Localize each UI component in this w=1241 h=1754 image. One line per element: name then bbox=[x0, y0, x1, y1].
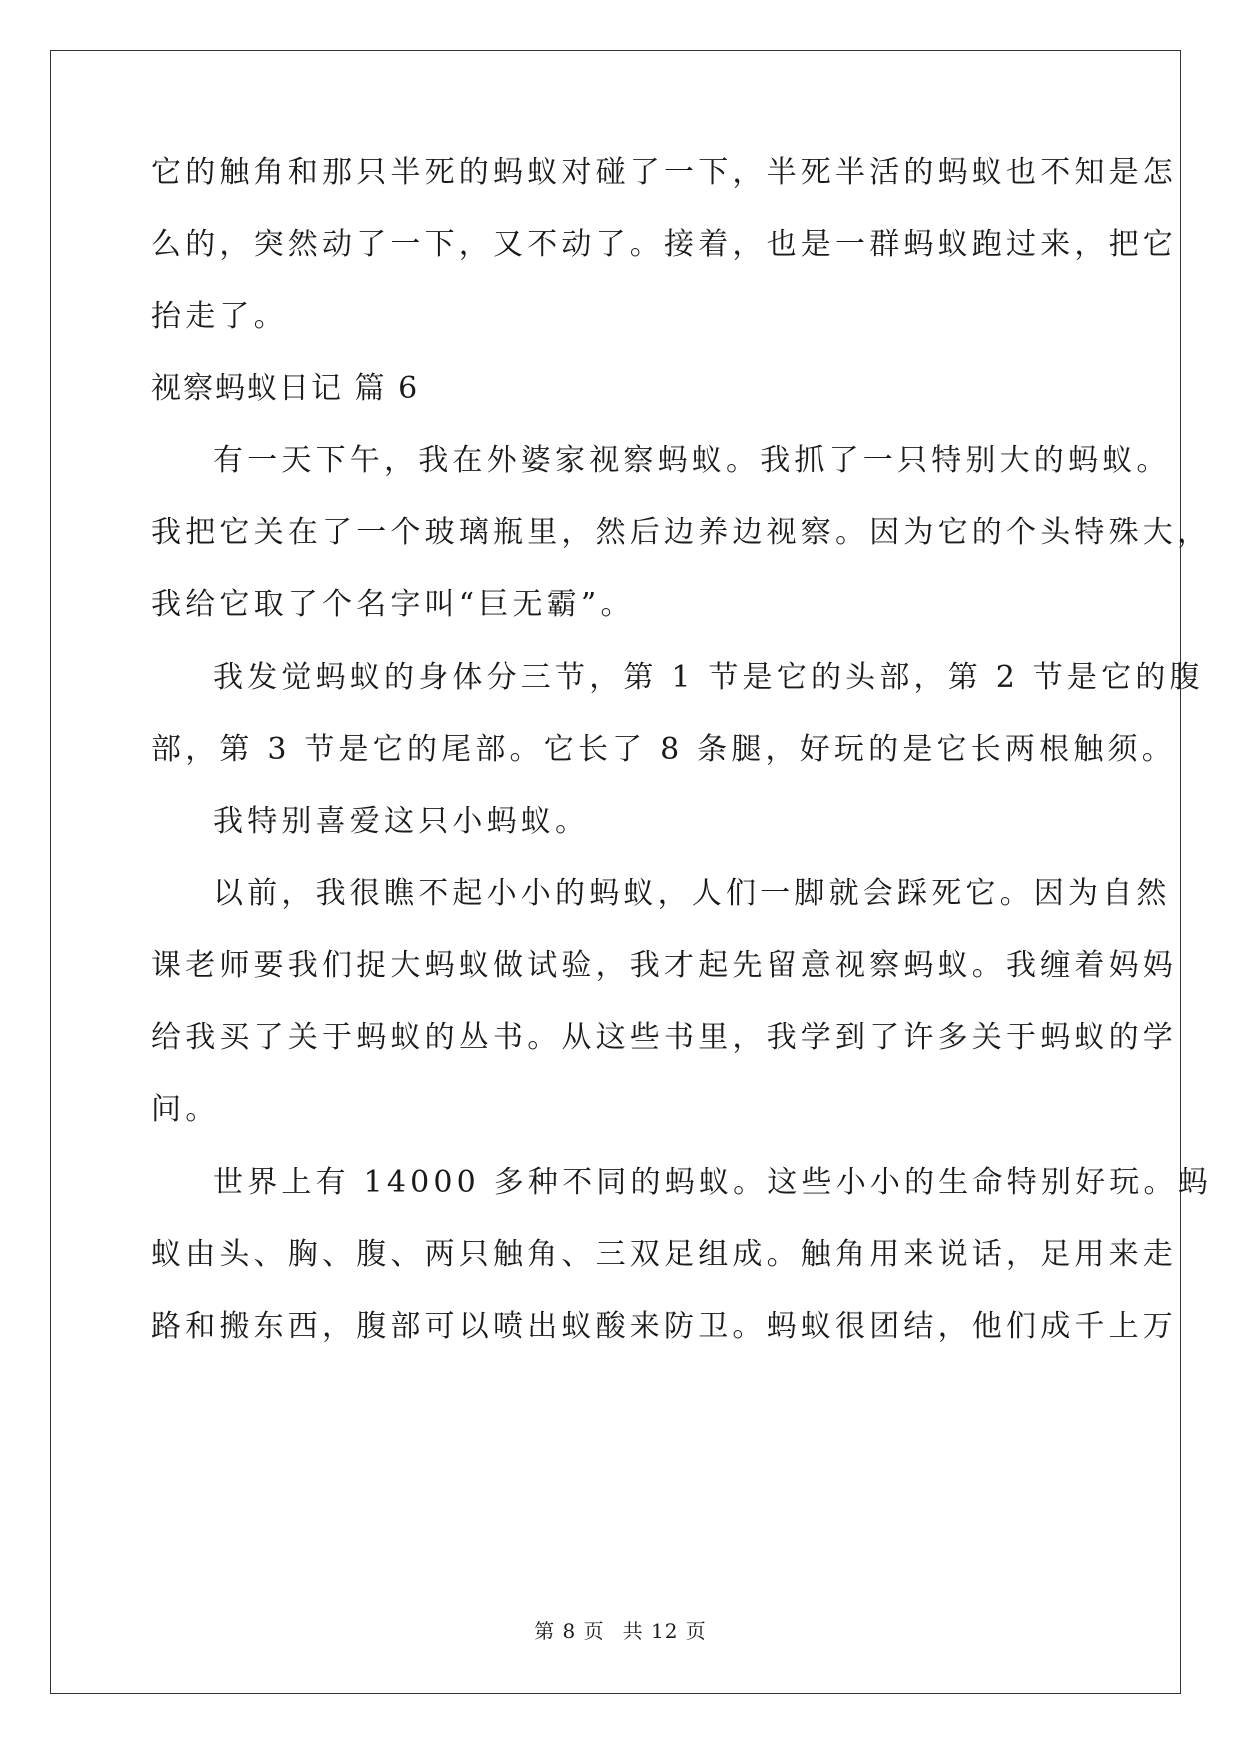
paragraph-line: 路和搬东西，腹部可以喷出蚁酸来防卫。蚂蚁很团结，他们成千上万 bbox=[151, 1309, 1177, 1344]
page-number: 第 8 页 bbox=[534, 1619, 605, 1643]
paragraph-line: 我特别喜爱这只小蚂蚁。 bbox=[213, 804, 590, 839]
page-footer bbox=[0, 1617, 1241, 1645]
paragraph-line: 我发觉蚂蚁的身体分三节，第 1 节是它的头部，第 2 节是它的腹 bbox=[213, 660, 1204, 695]
paragraph-line: 世界上有 14000 多种不同的蚂蚁。这些小小的生命特别好玩。蚂 bbox=[213, 1165, 1212, 1200]
paragraph-line: 有一天下午，我在外婆家视察蚂蚁。我抓了一只特别大的蚂蚁。 bbox=[213, 443, 1171, 478]
paragraph-line: 给我买了关于蚂蚁的丛书。从这些书里，我学到了许多关于蚂蚁的学 bbox=[151, 1020, 1177, 1055]
paragraph-line: 部，第 3 节是它的尾部。它长了 8 条腿，好玩的是它长两根触须。 bbox=[151, 732, 1176, 767]
paragraph-line: 蚁由头、胸、腹、两只触角、三双足组成。触角用来说话，足用来走 bbox=[151, 1237, 1177, 1272]
section-heading: 视察蚂蚁日记 篇 6 bbox=[151, 371, 420, 406]
paragraph-line: 我把它关在了一个玻璃瓶里，然后边养边视察。因为它的个头特殊大， bbox=[151, 515, 1212, 550]
paragraph-line: 问。 bbox=[151, 1092, 220, 1127]
paragraph-line: 我给它取了个名字叫“巨无霸”。 bbox=[151, 587, 635, 622]
paragraph-line: 抬走了。 bbox=[151, 299, 288, 334]
paragraph-line: 课老师要我们捉大蚂蚁做试验，我才起先留意视察蚂蚁。我缠着妈妈 bbox=[151, 948, 1177, 983]
paragraph-line: 以前，我很瞧不起小小的蚂蚁，人们一脚就会踩死它。因为自然 bbox=[213, 876, 1171, 911]
paragraph-line: 它的触角和那只半死的蚂蚁对碰了一下，半死半活的蚂蚁也不知是怎 bbox=[151, 155, 1177, 190]
paragraph-line: 么的，突然动了一下，又不动了。接着，也是一群蚂蚁跑过来，把它 bbox=[151, 227, 1177, 262]
page-total: 共 12 页 bbox=[622, 1619, 707, 1643]
